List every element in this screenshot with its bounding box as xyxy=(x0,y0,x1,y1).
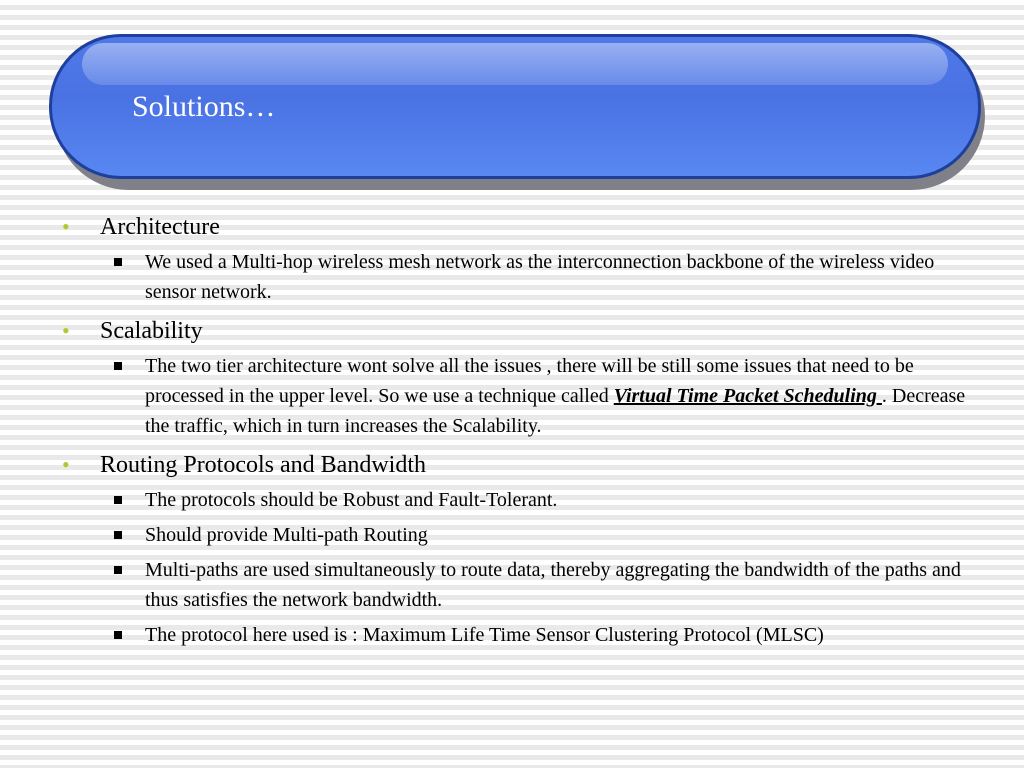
sub-bullet xyxy=(62,485,982,515)
bullet-dot-icon: • xyxy=(62,452,70,477)
bullet-heading: Architecture xyxy=(100,214,220,240)
sub-bullet-text-end: . Decrease the traffic, which in turn increases the Scalability. xyxy=(145,385,966,437)
sub-bullet-text: The protocols should be Robust and Fault-Tolerant. xyxy=(145,489,558,511)
sub-bullet-text: The protocol here used is : Maximum Life Time Sensor Clustering Protocol (MLSC) xyxy=(145,624,824,646)
bullet-heading: Routing Protocols and Bandwidth xyxy=(100,452,426,478)
bullet-routing-protocols xyxy=(62,450,982,480)
virtual-time-packet-scheduling-term: Virtual Time Packet Scheduling xyxy=(613,385,882,407)
square-bullet-icon xyxy=(114,496,122,504)
sub-bullet-text-start: The two tier architecture wont solve all the issues , there will be still some issues that need to be processed in the upper level. So we use a technique called xyxy=(145,355,914,407)
bullet-scalability xyxy=(62,316,982,346)
slide-body xyxy=(62,212,982,650)
sub-bullet xyxy=(62,620,982,650)
bullet-architecture xyxy=(62,212,982,242)
sub-bullet-text: We used a Multi-hop wireless mesh network as the interconnection backbone of the wireless video sensor network. xyxy=(145,251,935,303)
bullet-dot-icon: • xyxy=(62,318,70,343)
bullet-heading: Scalability xyxy=(100,318,203,344)
square-bullet-icon xyxy=(114,631,122,639)
title-bar-highlight xyxy=(82,43,948,85)
square-bullet-icon xyxy=(114,531,122,539)
sub-bullet xyxy=(62,520,982,550)
square-bullet-icon xyxy=(114,258,122,266)
bullet-dot-icon: • xyxy=(62,214,70,239)
sub-bullet-text: Multi-paths are used simultaneously to route data, thereby aggregating the bandwidth of the paths and thus satisfies the network bandwidth. xyxy=(145,559,961,611)
square-bullet-icon xyxy=(114,566,122,574)
title-bar xyxy=(49,34,981,179)
sub-bullet xyxy=(62,247,982,307)
sub-bullet-text: Should provide Multi-path Routing xyxy=(145,524,428,546)
square-bullet-icon xyxy=(114,362,122,370)
sub-bullet xyxy=(62,351,982,441)
sub-bullet xyxy=(62,555,982,615)
slide-title: Solutions… xyxy=(132,90,276,123)
